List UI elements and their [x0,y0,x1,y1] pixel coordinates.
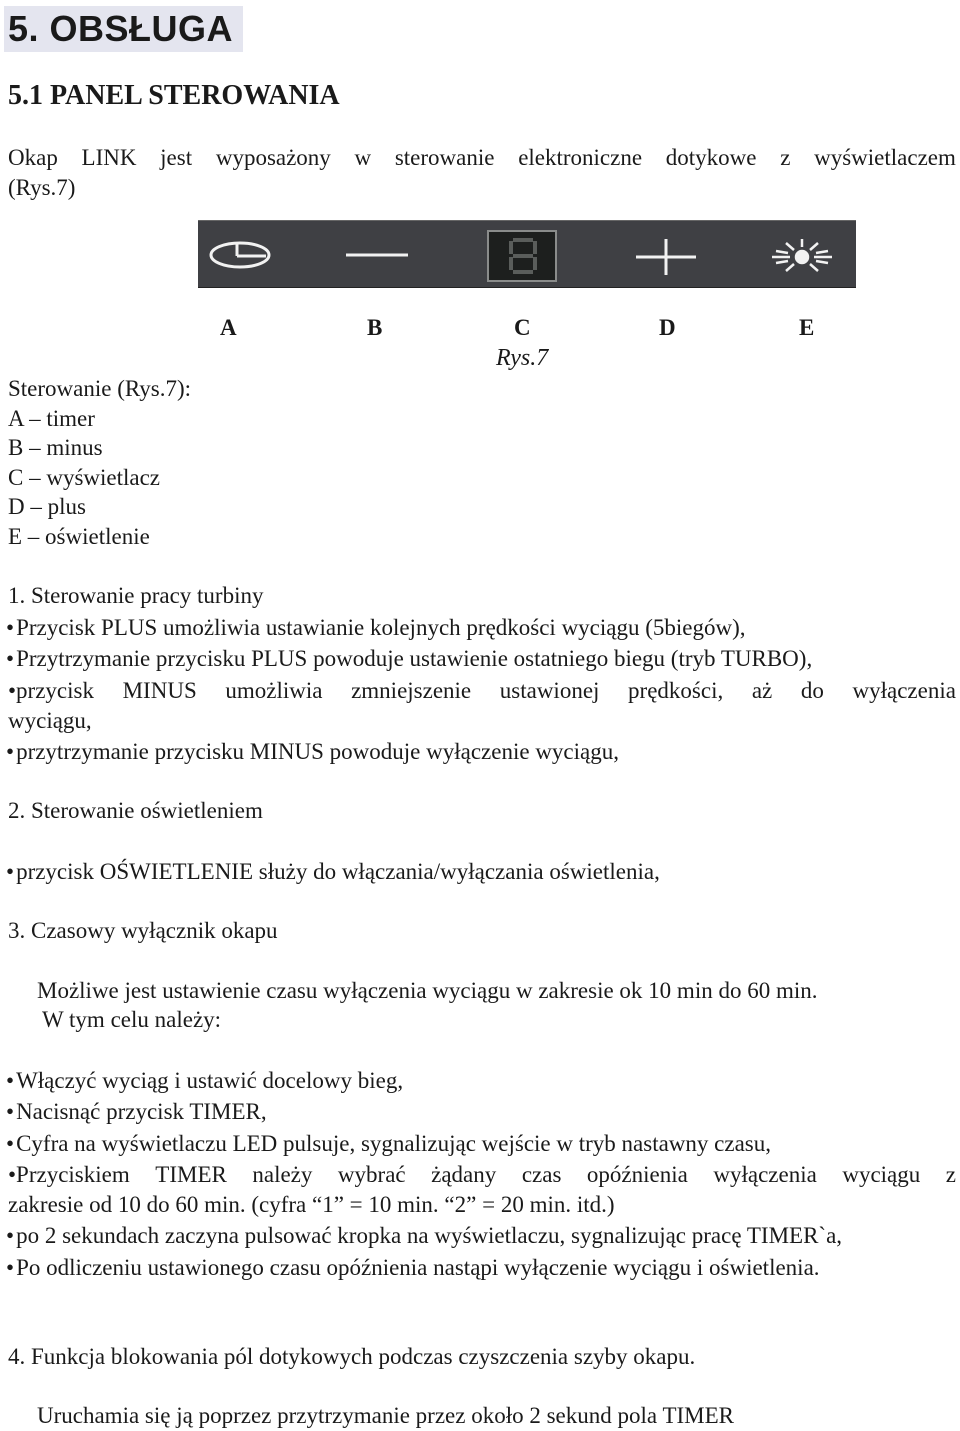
panel-label-c: C [514,315,531,340]
plus-icon [636,239,696,275]
section-4-title: 4. Funkcja blokowania pól dotykowych podczas czyszczenia szyby okapu. [8,1344,696,1369]
word: wyłączenia [852,678,956,703]
word: z [780,145,791,170]
section-3-title: 3. Czasowy wyłącznik okapu [8,918,278,943]
bullet-item-justified [8,1160,956,1190]
word: do [800,678,824,703]
page-heading: 5. OBSŁUGA [4,6,243,52]
word: zmniejszenie [351,678,472,703]
word: umożliwia [225,678,323,703]
word: opóźnienia [586,1162,688,1187]
word: wyciągu [842,1162,921,1187]
bullet-item: • Nacisnąć przycisk TIMER, [6,1097,267,1127]
section-2-title: 2. Sterowanie oświetleniem [8,798,263,823]
control-panel-figure [198,220,856,288]
intro-line-1 [8,143,956,173]
section-heading: 5.1 PANEL STEROWANIA [8,80,340,111]
light-icon [772,239,832,271]
paragraph: Uruchamia się ją poprzez przytrzymanie przez około 2 sekund pola TIMER [37,1403,734,1428]
word: elektroniczne [518,145,643,170]
intro-line-2: (Rys.7) [8,175,76,200]
panel-label-a: A [220,315,237,340]
legend-item: E – oświetlenie [8,524,150,549]
panel-label-e: E [799,315,815,340]
word: jest [160,145,193,170]
bullet-item-justified [8,676,956,706]
word: wyposażony [215,145,331,170]
bullet-continuation: zakresie od 10 do 60 min. (cyfra “1” = 10 min. “2” = 20 min. itd.) [8,1192,615,1217]
bullet-item: • Przycisk PLUS umożliwia ustawianie kolejnych prędkości wyciągu (5biegów), [6,613,746,643]
legend-item: B – minus [8,435,103,460]
word: wybrać [337,1162,406,1187]
word: wyświetlaczem [814,145,956,170]
word: •przycisk [8,678,94,703]
word: dotykowe [665,145,757,170]
paragraph: Możliwe jest ustawienie czasu wyłączenia wyciągu w zakresie ok 10 min do 60 min. [37,978,818,1003]
figure-caption: Rys.7 [496,345,549,371]
word: prędkości, [628,678,724,703]
bullet-item: • po 2 sekundach zaczyna pulsować kropka na wyświetlaczu, sygnalizując pracę TIMER`a, [6,1221,842,1251]
word: LINK [81,145,137,170]
section-1-title: 1. Sterowanie pracy turbiny [8,583,264,608]
word: z [945,1162,956,1187]
paragraph: W tym celu należy: [42,1007,222,1032]
word: aż [751,678,773,703]
word: czas [521,1162,562,1187]
word: żądany [431,1162,497,1187]
word: •Przyciskiem [8,1162,130,1187]
bullet-item: • Włączyć wyciąg i ustawić docelowy bieg, [6,1066,403,1096]
legend-item: C – wyświetlacz [8,465,161,490]
word: Okap [8,145,58,170]
word: ustawionej [499,678,600,703]
bullet-item: • przytrzymanie przycisku MINUS powoduje wyłączenie wyciągu, [6,737,619,767]
bullet-item: • Przytrzymanie przycisku PLUS powoduje ustawienie ostatniego biegu (tryb TURBO), [6,644,812,674]
bullet-continuation: wyciągu, [8,708,92,733]
bullet-item: • przycisk OŚWIETLENIE służy do włączania/wyłączania oświetlenia, [6,857,660,887]
led-display-icon [488,231,556,281]
timer-clock-icon [211,243,269,267]
panel-label-d: D [659,315,676,340]
word: w [354,145,372,170]
legend-title: Sterowanie (Rys.7): [8,376,192,401]
word: TIMER [155,1162,227,1187]
bullet-item: • Cyfra na wyświetlaczu LED pulsuje, sygnalizując wejście w tryb nastawny czasu, [6,1129,771,1159]
legend-item: D – plus [8,494,86,519]
word: należy [252,1162,313,1187]
panel-label-b: B [367,315,383,340]
bullet-item: • Po odliczeniu ustawionego czasu opóźnienia nastąpi wyłączenie wyciągu i oświetlenia. [6,1253,820,1283]
word: wyłączenia [713,1162,817,1187]
legend-item: A – timer [8,406,95,431]
word: MINUS [122,678,197,703]
word: sterowanie [394,145,495,170]
